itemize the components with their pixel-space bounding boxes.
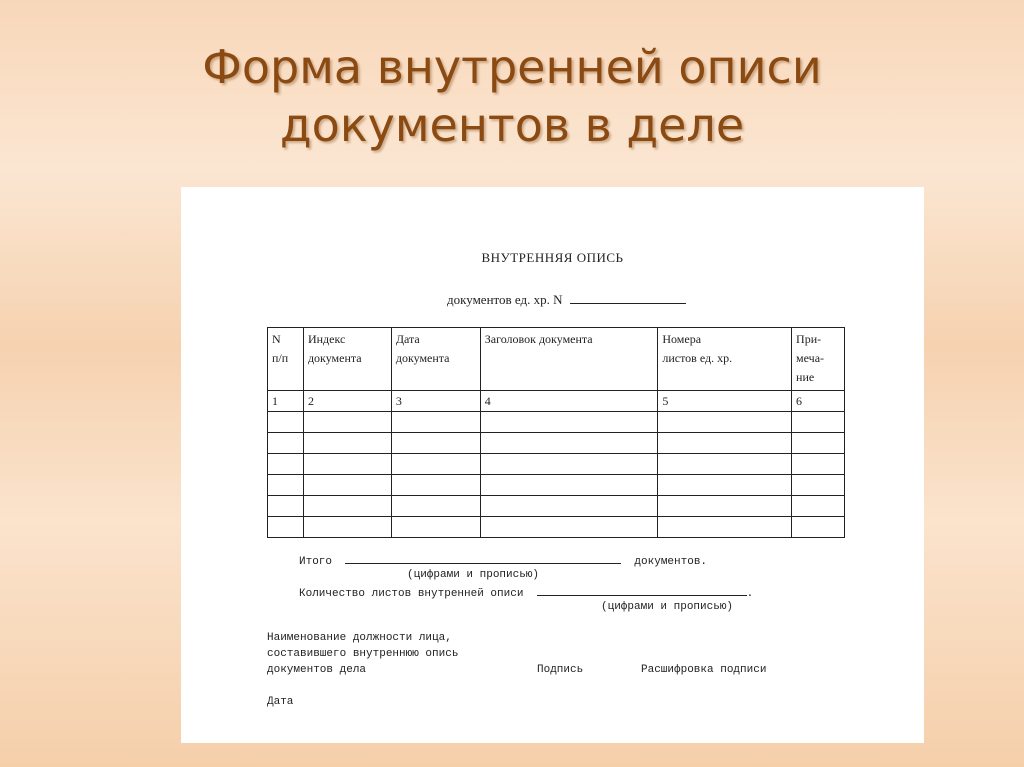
table-number-row xyxy=(268,391,845,412)
table-header-cell: Заголовок документа xyxy=(480,328,658,391)
table-cell xyxy=(303,475,391,496)
table-cell xyxy=(268,433,304,454)
slide-title xyxy=(0,38,1024,154)
inventory-table xyxy=(267,327,845,538)
table-cell xyxy=(391,454,480,475)
inventory-form-document xyxy=(181,187,924,743)
date-label: Дата xyxy=(267,696,294,708)
table-header-cell: Индекс документа xyxy=(303,328,391,391)
table-cell xyxy=(391,433,480,454)
form-heading: ВНУТРЕННЯЯ ОПИСЬ xyxy=(481,250,624,265)
table-row xyxy=(268,517,845,538)
table-cell xyxy=(658,454,792,475)
total-suffix: документов. xyxy=(634,556,708,568)
total-hint: (цифрами и прописью) xyxy=(407,569,540,581)
total-line xyxy=(299,553,707,568)
table-cell xyxy=(792,517,845,538)
unit-number-line xyxy=(570,291,686,304)
table-cell xyxy=(480,412,658,433)
slide-title-line-1: Форма внутренней описи xyxy=(202,40,822,94)
table-cell xyxy=(303,433,391,454)
table-header-cell: Номера листов ед. хр. xyxy=(658,328,792,391)
table-cell xyxy=(792,412,845,433)
table-cell xyxy=(268,454,304,475)
table-cell xyxy=(480,475,658,496)
total-blank-line xyxy=(345,553,621,564)
slide-title-line-2: документов в деле xyxy=(279,98,745,152)
table-header-row xyxy=(268,328,845,391)
table-cell xyxy=(303,496,391,517)
total-label: Итого xyxy=(299,556,333,568)
table-row xyxy=(268,412,845,433)
position-line-2: составившего внутреннюю опись xyxy=(267,648,459,660)
table-header-cell: При- меча- ние xyxy=(792,328,845,391)
table-row xyxy=(268,475,845,496)
table-cell xyxy=(268,412,304,433)
table-cell xyxy=(303,454,391,475)
table-cell xyxy=(658,496,792,517)
table-cell xyxy=(303,517,391,538)
column-number-cell: 3 xyxy=(391,391,480,412)
table-cell xyxy=(480,433,658,454)
position-line-1: Наименование должности лица, xyxy=(267,632,452,644)
table-cell xyxy=(480,517,658,538)
column-number-cell: 5 xyxy=(658,391,792,412)
signature-label: Подпись xyxy=(537,664,584,676)
sheets-label: Количество листов внутренней описи xyxy=(299,588,524,600)
table-cell xyxy=(658,412,792,433)
column-number-cell: 2 xyxy=(303,391,391,412)
table-cell xyxy=(658,475,792,496)
table-cell xyxy=(792,454,845,475)
form-subheading-text: документов ед. хр. N xyxy=(447,292,563,307)
table-cell xyxy=(391,517,480,538)
table-cell xyxy=(792,433,845,454)
table-cell xyxy=(268,475,304,496)
sheets-line: Количество листов внутренней описи . xyxy=(299,585,753,600)
table-header-cell: N п/п xyxy=(268,328,304,391)
position-line-3: документов дела xyxy=(267,664,367,676)
table-cell xyxy=(391,475,480,496)
table-cell xyxy=(480,496,658,517)
column-number-cell: 6 xyxy=(792,391,845,412)
column-number-cell: 4 xyxy=(480,391,658,412)
table-row xyxy=(268,433,845,454)
table-cell xyxy=(303,412,391,433)
table-header-cell: Дата документа xyxy=(391,328,480,391)
table-cell xyxy=(391,496,480,517)
table-cell xyxy=(792,496,845,517)
sheets-hint: (цифрами и прописью) xyxy=(601,601,734,613)
table-cell xyxy=(658,433,792,454)
table-cell xyxy=(268,517,304,538)
sheets-blank-line xyxy=(537,585,747,596)
table-row xyxy=(268,454,845,475)
table-cell xyxy=(268,496,304,517)
table-cell xyxy=(658,517,792,538)
column-number-cell: 1 xyxy=(268,391,304,412)
decoding-label: Расшифровка подписи xyxy=(641,664,767,676)
table-cell xyxy=(792,475,845,496)
table-row xyxy=(268,496,845,517)
table-cell xyxy=(391,412,480,433)
table-cell xyxy=(480,454,658,475)
form-subheading xyxy=(447,291,686,308)
